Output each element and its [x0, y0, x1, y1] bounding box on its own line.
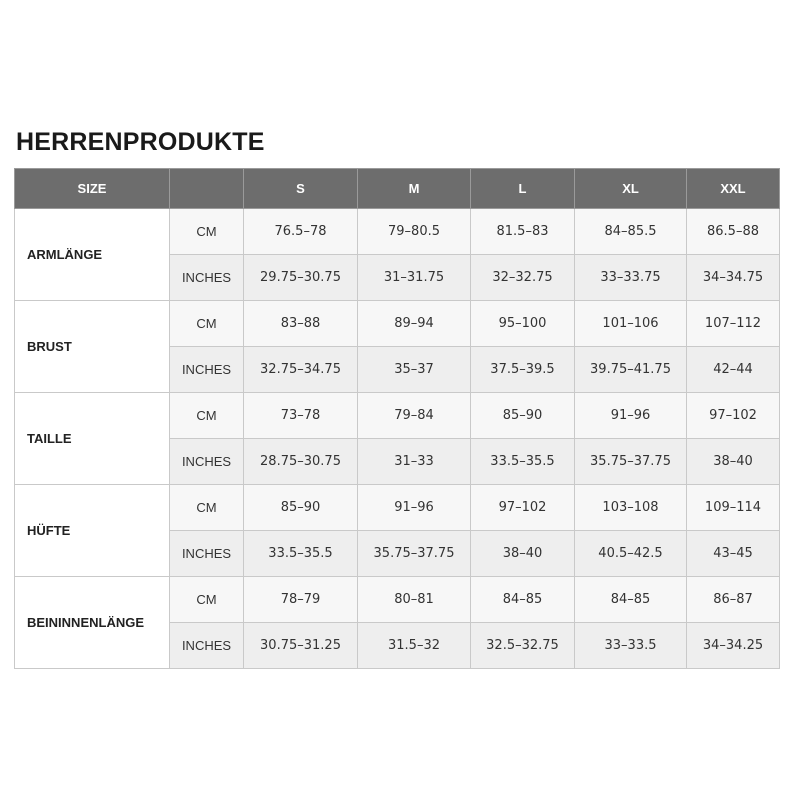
measurement-label: HÜFTE	[15, 485, 170, 577]
cell-inches-m: 31.5–32	[358, 623, 471, 669]
cell-cm-xxl: 86.5–88	[687, 209, 780, 255]
header-row	[15, 169, 780, 209]
unit-label: INCHES	[170, 255, 244, 301]
unit-label: CM	[170, 209, 244, 255]
cell-inches-xl: 39.75–41.75	[575, 347, 687, 393]
unit-label: CM	[170, 577, 244, 623]
cell-cm-l: 97–102	[471, 485, 575, 531]
measurement-label: BRUST	[15, 301, 170, 393]
unit-label: INCHES	[170, 439, 244, 485]
unit-header	[170, 169, 244, 209]
unit-label: INCHES	[170, 531, 244, 577]
size-xxl-header: XXL	[687, 169, 780, 209]
unit-label: INCHES	[170, 623, 244, 669]
cell-inches-l: 32.5–32.75	[471, 623, 575, 669]
cell-inches-l: 37.5–39.5	[471, 347, 575, 393]
cell-inches-m: 31–31.75	[358, 255, 471, 301]
cell-cm-l: 85–90	[471, 393, 575, 439]
cell-inches-l: 38–40	[471, 531, 575, 577]
measurement-label: BEININNENLÄNGE	[15, 577, 170, 669]
measurement-label: ARMLÄNGE	[15, 209, 170, 301]
unit-label: CM	[170, 301, 244, 347]
cell-inches-xl: 33–33.75	[575, 255, 687, 301]
size-l-header: L	[471, 169, 575, 209]
cell-inches-xl: 35.75–37.75	[575, 439, 687, 485]
cell-cm-xxl: 86–87	[687, 577, 780, 623]
cell-inches-xxl: 43–45	[687, 531, 780, 577]
cell-cm-l: 95–100	[471, 301, 575, 347]
cell-cm-xl: 84–85.5	[575, 209, 687, 255]
table-row	[15, 393, 780, 439]
cell-cm-l: 84–85	[471, 577, 575, 623]
cell-inches-m: 35.75–37.75	[358, 531, 471, 577]
cell-inches-s: 28.75–30.75	[244, 439, 358, 485]
cell-cm-s: 73–78	[244, 393, 358, 439]
cell-cm-m: 91–96	[358, 485, 471, 531]
cell-inches-s: 29.75–30.75	[244, 255, 358, 301]
cell-inches-l: 32–32.75	[471, 255, 575, 301]
cell-cm-xl: 103–108	[575, 485, 687, 531]
cell-cm-xxl: 107–112	[687, 301, 780, 347]
cell-inches-s: 33.5–35.5	[244, 531, 358, 577]
chart-body	[15, 209, 780, 669]
unit-label: CM	[170, 393, 244, 439]
size-m-header: M	[358, 169, 471, 209]
cell-cm-m: 80–81	[358, 577, 471, 623]
cell-inches-s: 30.75–31.25	[244, 623, 358, 669]
cell-cm-xxl: 97–102	[687, 393, 780, 439]
cell-cm-xxl: 109–114	[687, 485, 780, 531]
size-chart-table	[14, 168, 780, 669]
size-s-header: S	[244, 169, 358, 209]
cell-cm-m: 79–80.5	[358, 209, 471, 255]
cell-cm-s: 85–90	[244, 485, 358, 531]
cell-cm-s: 76.5–78	[244, 209, 358, 255]
cell-inches-m: 31–33	[358, 439, 471, 485]
table-row	[15, 485, 780, 531]
unit-label: INCHES	[170, 347, 244, 393]
page-title: HERRENPRODUKTE	[16, 128, 265, 156]
size-header: SIZE	[15, 169, 170, 209]
cell-inches-xxl: 34–34.25	[687, 623, 780, 669]
cell-inches-xxl: 38–40	[687, 439, 780, 485]
table-row	[15, 577, 780, 623]
cell-cm-m: 79–84	[358, 393, 471, 439]
table-row	[15, 209, 780, 255]
unit-label: CM	[170, 485, 244, 531]
cell-inches-xl: 33–33.5	[575, 623, 687, 669]
cell-inches-l: 33.5–35.5	[471, 439, 575, 485]
table-row	[15, 301, 780, 347]
cell-cm-xl: 84–85	[575, 577, 687, 623]
cell-inches-m: 35–37	[358, 347, 471, 393]
cell-cm-xl: 91–96	[575, 393, 687, 439]
cell-cm-s: 78–79	[244, 577, 358, 623]
measurement-label: TAILLE	[15, 393, 170, 485]
cell-cm-s: 83–88	[244, 301, 358, 347]
cell-cm-m: 89–94	[358, 301, 471, 347]
cell-cm-l: 81.5–83	[471, 209, 575, 255]
cell-inches-s: 32.75–34.75	[244, 347, 358, 393]
size-xl-header: XL	[575, 169, 687, 209]
cell-inches-xxl: 42–44	[687, 347, 780, 393]
cell-inches-xxl: 34–34.75	[687, 255, 780, 301]
cell-cm-xl: 101–106	[575, 301, 687, 347]
cell-inches-xl: 40.5–42.5	[575, 531, 687, 577]
